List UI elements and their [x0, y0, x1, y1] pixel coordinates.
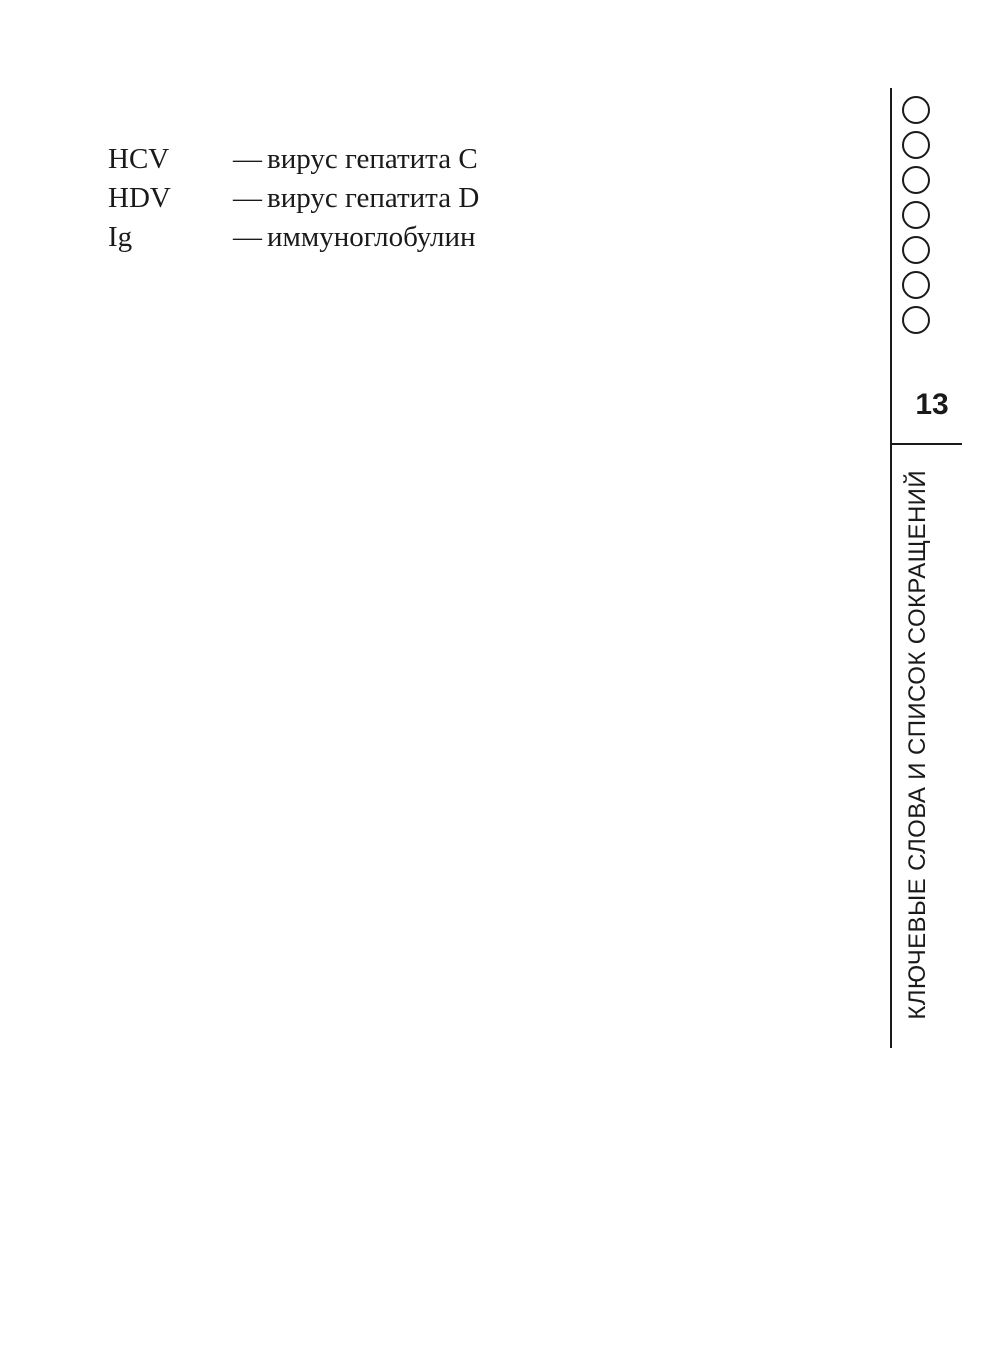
abbreviation-term: Ig — [108, 221, 133, 253]
list-item — [108, 218, 628, 257]
running-head — [840, 470, 1000, 1050]
abbreviation-list — [108, 140, 628, 257]
abbreviation-definition: иммуноглобулин — [267, 221, 476, 253]
abbreviation-definition: вирус гепатита C — [267, 143, 478, 175]
abbreviation-dash: — — [233, 182, 262, 214]
circle-icon — [902, 271, 930, 299]
list-item — [108, 140, 628, 179]
circle-icon — [902, 166, 930, 194]
circle-icon — [902, 201, 930, 229]
abbreviation-definition: вирус гепатита D — [267, 182, 480, 214]
abbreviation-dash: — — [233, 143, 262, 175]
circle-icon — [902, 96, 930, 124]
circle-icon — [902, 131, 930, 159]
abbreviation-term: HCV — [108, 143, 170, 175]
page-number: 13 — [915, 388, 949, 421]
chapter-marker-dots — [902, 96, 930, 334]
list-item — [108, 179, 628, 218]
circle-icon — [902, 236, 930, 264]
section-title: КЛЮЧЕВЫЕ СЛОВА И СПИСОК СОКРАЩЕНИЙ — [904, 470, 931, 1020]
circle-icon — [902, 306, 930, 334]
margin-rail — [840, 0, 1000, 1346]
abbreviation-dash: — — [233, 221, 262, 253]
rail-divider — [890, 443, 962, 445]
abbreviation-term: HDV — [108, 182, 171, 214]
